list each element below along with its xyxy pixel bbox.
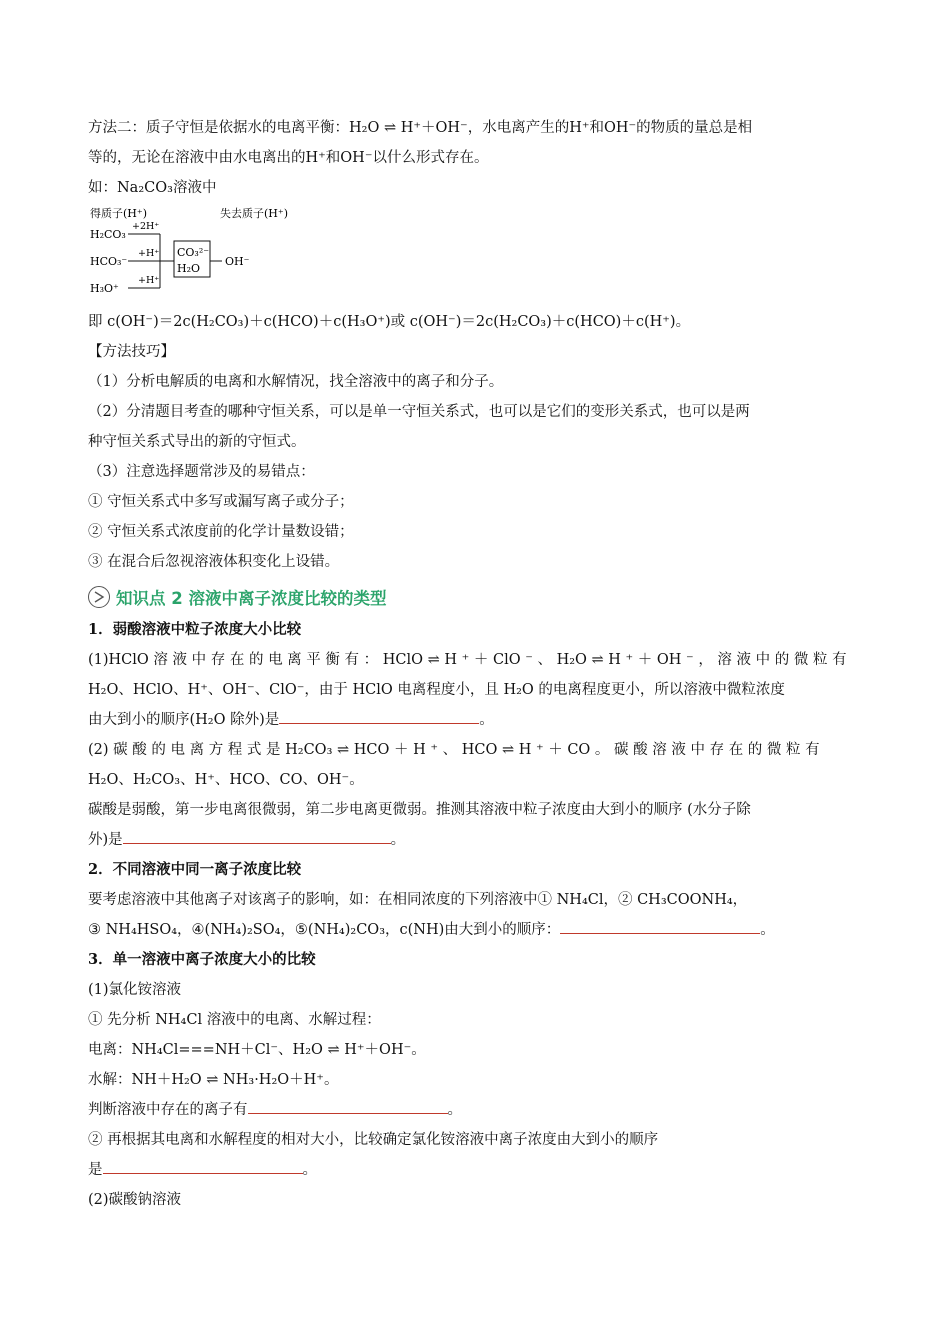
play-arrow-icon — [93, 591, 105, 603]
tips-header: 【方法技巧】 — [88, 344, 175, 360]
tip-1: （1）分析电解质的电离和水解情况，找全溶液中的离子和分子。 — [88, 374, 504, 390]
answer-blank-3[interactable] — [560, 915, 760, 934]
s1-p1c — [88, 705, 864, 735]
s3-step2: ② 再根据其电离和水解程度的相对大小，比较确定氯化铵溶液中离子浓度由大到小的顺序 — [88, 1132, 659, 1148]
s1-p3b — [88, 825, 864, 855]
arrow-label-3: +H⁺ — [138, 275, 160, 286]
s3-ionization: 电离：NH₄Cl===NH＋Cl⁻、H₂O ⇌ H⁺＋OH⁻。 — [88, 1042, 426, 1058]
s1-p3b-text: 外)是 — [88, 832, 123, 848]
s3-is-text: 是 — [88, 1162, 103, 1178]
play-circle-icon — [88, 586, 110, 608]
right-species: OH⁻ — [225, 255, 250, 268]
center-top-species: CO₃²⁻ — [177, 246, 210, 259]
method2-line2: 等的，无论在溶液中由水电离出的H⁺和OH⁻以什么形式存在。 — [88, 150, 489, 166]
proton-diagram-svg — [88, 205, 308, 303]
s3-judge — [88, 1095, 864, 1125]
s1-p1a: (1)HClO 溶 液 中 存 在 的 电 离 平 衡 有 ： HClO ⇌ H ⁺ ＋ ClO ⁻ 、 H₂O ⇌ H ⁺ ＋ OH ⁻ ， 溶 液 中 的 微 粒 有 — [88, 652, 847, 668]
left-species-3: H₃O⁺ — [90, 282, 119, 295]
left-species-1: H₂CO₃ — [90, 228, 126, 241]
subsection2-title: 2．不同溶液中同一离子浓度比较 — [88, 861, 302, 878]
s2-p1: 要考虑溶液中其他离子对该离子的影响，如：在相同浓度的下列溶液中① NH₄Cl，② CH₃COONH₄， — [88, 892, 748, 908]
arrow-label-2: +H⁺ — [138, 248, 160, 259]
s1-p1c-text: 由大到小的顺序(H₂O 除外)是 — [88, 712, 280, 728]
section2-title: 知识点 2 溶液中离子浓度比较的类型 — [116, 589, 387, 608]
s3-step1: ① 先分析 NH₄Cl 溶液中的电离、水解过程： — [88, 1012, 381, 1028]
conclusion: 即 c(OH⁻)＝2c(H₂CO₃)＋c(HCO)＋c(H₃O⁺)或 c(OH⁻)＝2c(H₂CO₃)＋c(HCO)＋c(H⁺)。 — [88, 314, 691, 330]
period: 。 — [447, 1102, 462, 1118]
left-species-2: HCO₃⁻ — [90, 255, 128, 268]
error-2: ② 守恒关系式浓度前的化学计量数设错； — [88, 524, 354, 540]
s2-p2-text: ③ NH₄HSO₄，④(NH₄)₂SO₄，⑤(NH₄)₂CO₃，c(NH)由大到小的顺序： — [88, 922, 561, 938]
s3-sub2: (2)碳酸钠溶液 — [88, 1192, 182, 1208]
center-bottom-species: H₂O — [177, 262, 201, 275]
document-page — [88, 113, 864, 1215]
subsection3-title: 3．单一溶液中离子浓度大小的比较 — [88, 951, 316, 968]
s1-p2a: (2) 碳 酸 的 电 离 方 程 式 是 H₂CO₃ ⇌ HCO ＋ H ⁺ 、 HCO ⇌ H ⁺ ＋ CO 。 碳 酸 溶 液 中 存 在 的 微 粒 有 — [88, 742, 820, 758]
error-3: ③ 在混合后忽视溶液体积变化上设错。 — [88, 554, 340, 570]
tip-2a: （2）分清题目考查的哪种守恒关系，可以是单一守恒关系式，也可以是它们的变形关系式，也可以是两 — [88, 404, 750, 420]
s3-is — [88, 1155, 864, 1185]
s3-sub1: (1)氯化铵溶液 — [88, 982, 182, 998]
s3-hydrolysis: 水解：NH＋H₂O ⇌ NH₃·H₂O＋H⁺。 — [88, 1072, 339, 1088]
answer-blank-5[interactable] — [103, 1155, 303, 1174]
s1-p2b: H₂O、H₂CO₃、H⁺、HCO、CO、OH⁻。 — [88, 772, 364, 788]
tip-2b: 种守恒关系式导出的新的守恒式。 — [88, 434, 306, 450]
lose-label: 失去质子(H⁺) — [220, 207, 288, 220]
section2-heading — [88, 579, 864, 615]
method2-example: 如：Na₂CO₃溶液中 — [88, 180, 217, 196]
s1-p1b: H₂O、HClO、H⁺、OH⁻、ClO⁻，由于 HClO 电离程度小，且 H₂O 的电离程度更小，所以溶液中微粒浓度 — [88, 682, 785, 698]
period: 。 — [760, 922, 775, 938]
tip-3: （3）注意选择题常涉及的易错点： — [88, 464, 315, 480]
period: 。 — [302, 1162, 317, 1178]
answer-blank-1[interactable] — [279, 705, 479, 724]
arrow-label-1: +2H⁺ — [132, 221, 160, 232]
subsection1-title: 1．弱酸溶液中粒子浓度大小比较 — [88, 621, 302, 638]
answer-blank-4[interactable] — [248, 1095, 448, 1114]
answer-blank-2[interactable] — [123, 825, 391, 844]
period: 。 — [390, 832, 406, 848]
gain-label: 得质子(H⁺) — [90, 207, 147, 220]
method2-line1: 方法二：质子守恒是依据水的电离平衡：H₂O ⇌ H⁺＋OH⁻，水电离产生的H⁺和OH⁻的物质的量总是相 — [88, 120, 753, 136]
error-1: ① 守恒关系式中多写或漏写离子或分子； — [88, 494, 354, 510]
proton-diagram — [88, 205, 864, 303]
period: 。 — [479, 712, 494, 728]
s1-p3a: 碳酸是弱酸，第一步电离很微弱，第二步电离更微弱。推测其溶液中粒子浓度由大到小的顺序 (水分子除 — [88, 802, 751, 818]
s3-judge-text: 判断溶液中存在的离子有 — [88, 1102, 248, 1118]
s2-p2 — [88, 915, 864, 945]
